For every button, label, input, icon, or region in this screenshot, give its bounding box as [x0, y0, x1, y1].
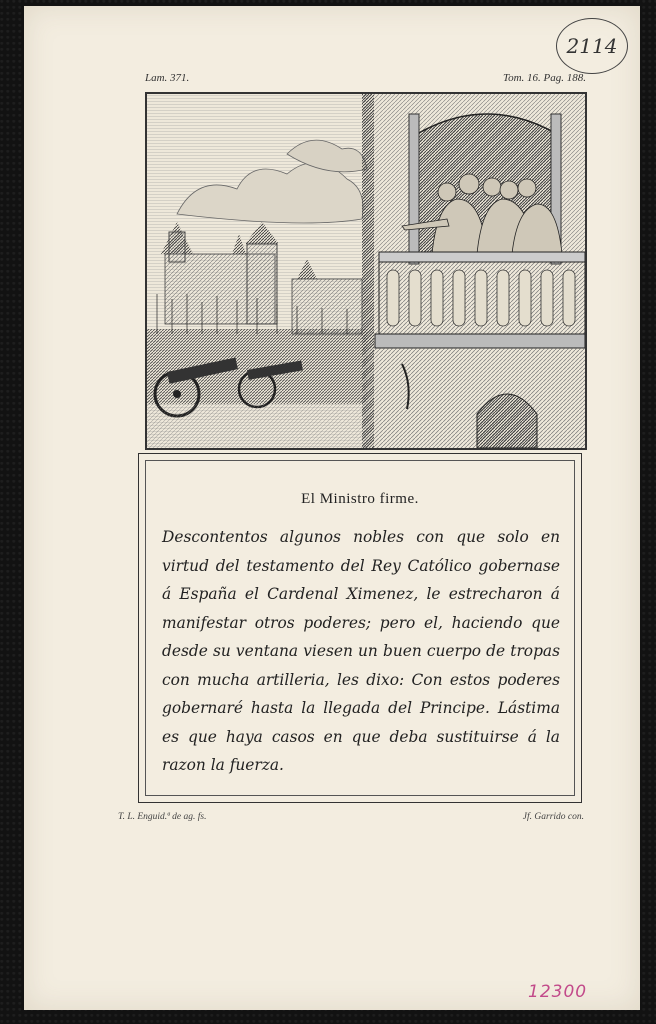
inventory-number: 12300	[528, 982, 588, 1002]
balcony-scene-engraving	[147, 94, 585, 448]
volume-page-reference: Tom. 16. Pag. 188.	[502, 72, 586, 84]
caption-frame	[138, 453, 582, 803]
engraver-credit: T. L. Enguid.ª de ag. fs.	[118, 812, 207, 822]
caption-inner-border	[145, 460, 575, 796]
seal-number: 2114	[566, 34, 618, 58]
corrector-credit: Jf. Garrido con.	[522, 812, 584, 822]
caption-text: Descontentos algunos nobles con que solo en virtud del testamento del Rey Católico gobernase á España el Cardenal Ximenez, le estrecharon á manifestar otros poderes; pero el, haciendo que desde su ventana viesen un buen cuerpo de tropas con mucha artilleria, les dixo: Con estos poderes gobernaré hasta la llegada del Principe. Lástima es que haya casos en que deba sustituirse á la razon la fuerza.	[162, 528, 560, 774]
caption-title: El Ministro firme.	[301, 491, 419, 507]
plate-number: Lam. 371.	[145, 72, 190, 84]
collection-seal	[556, 18, 628, 74]
engraved-illustration	[145, 92, 587, 450]
